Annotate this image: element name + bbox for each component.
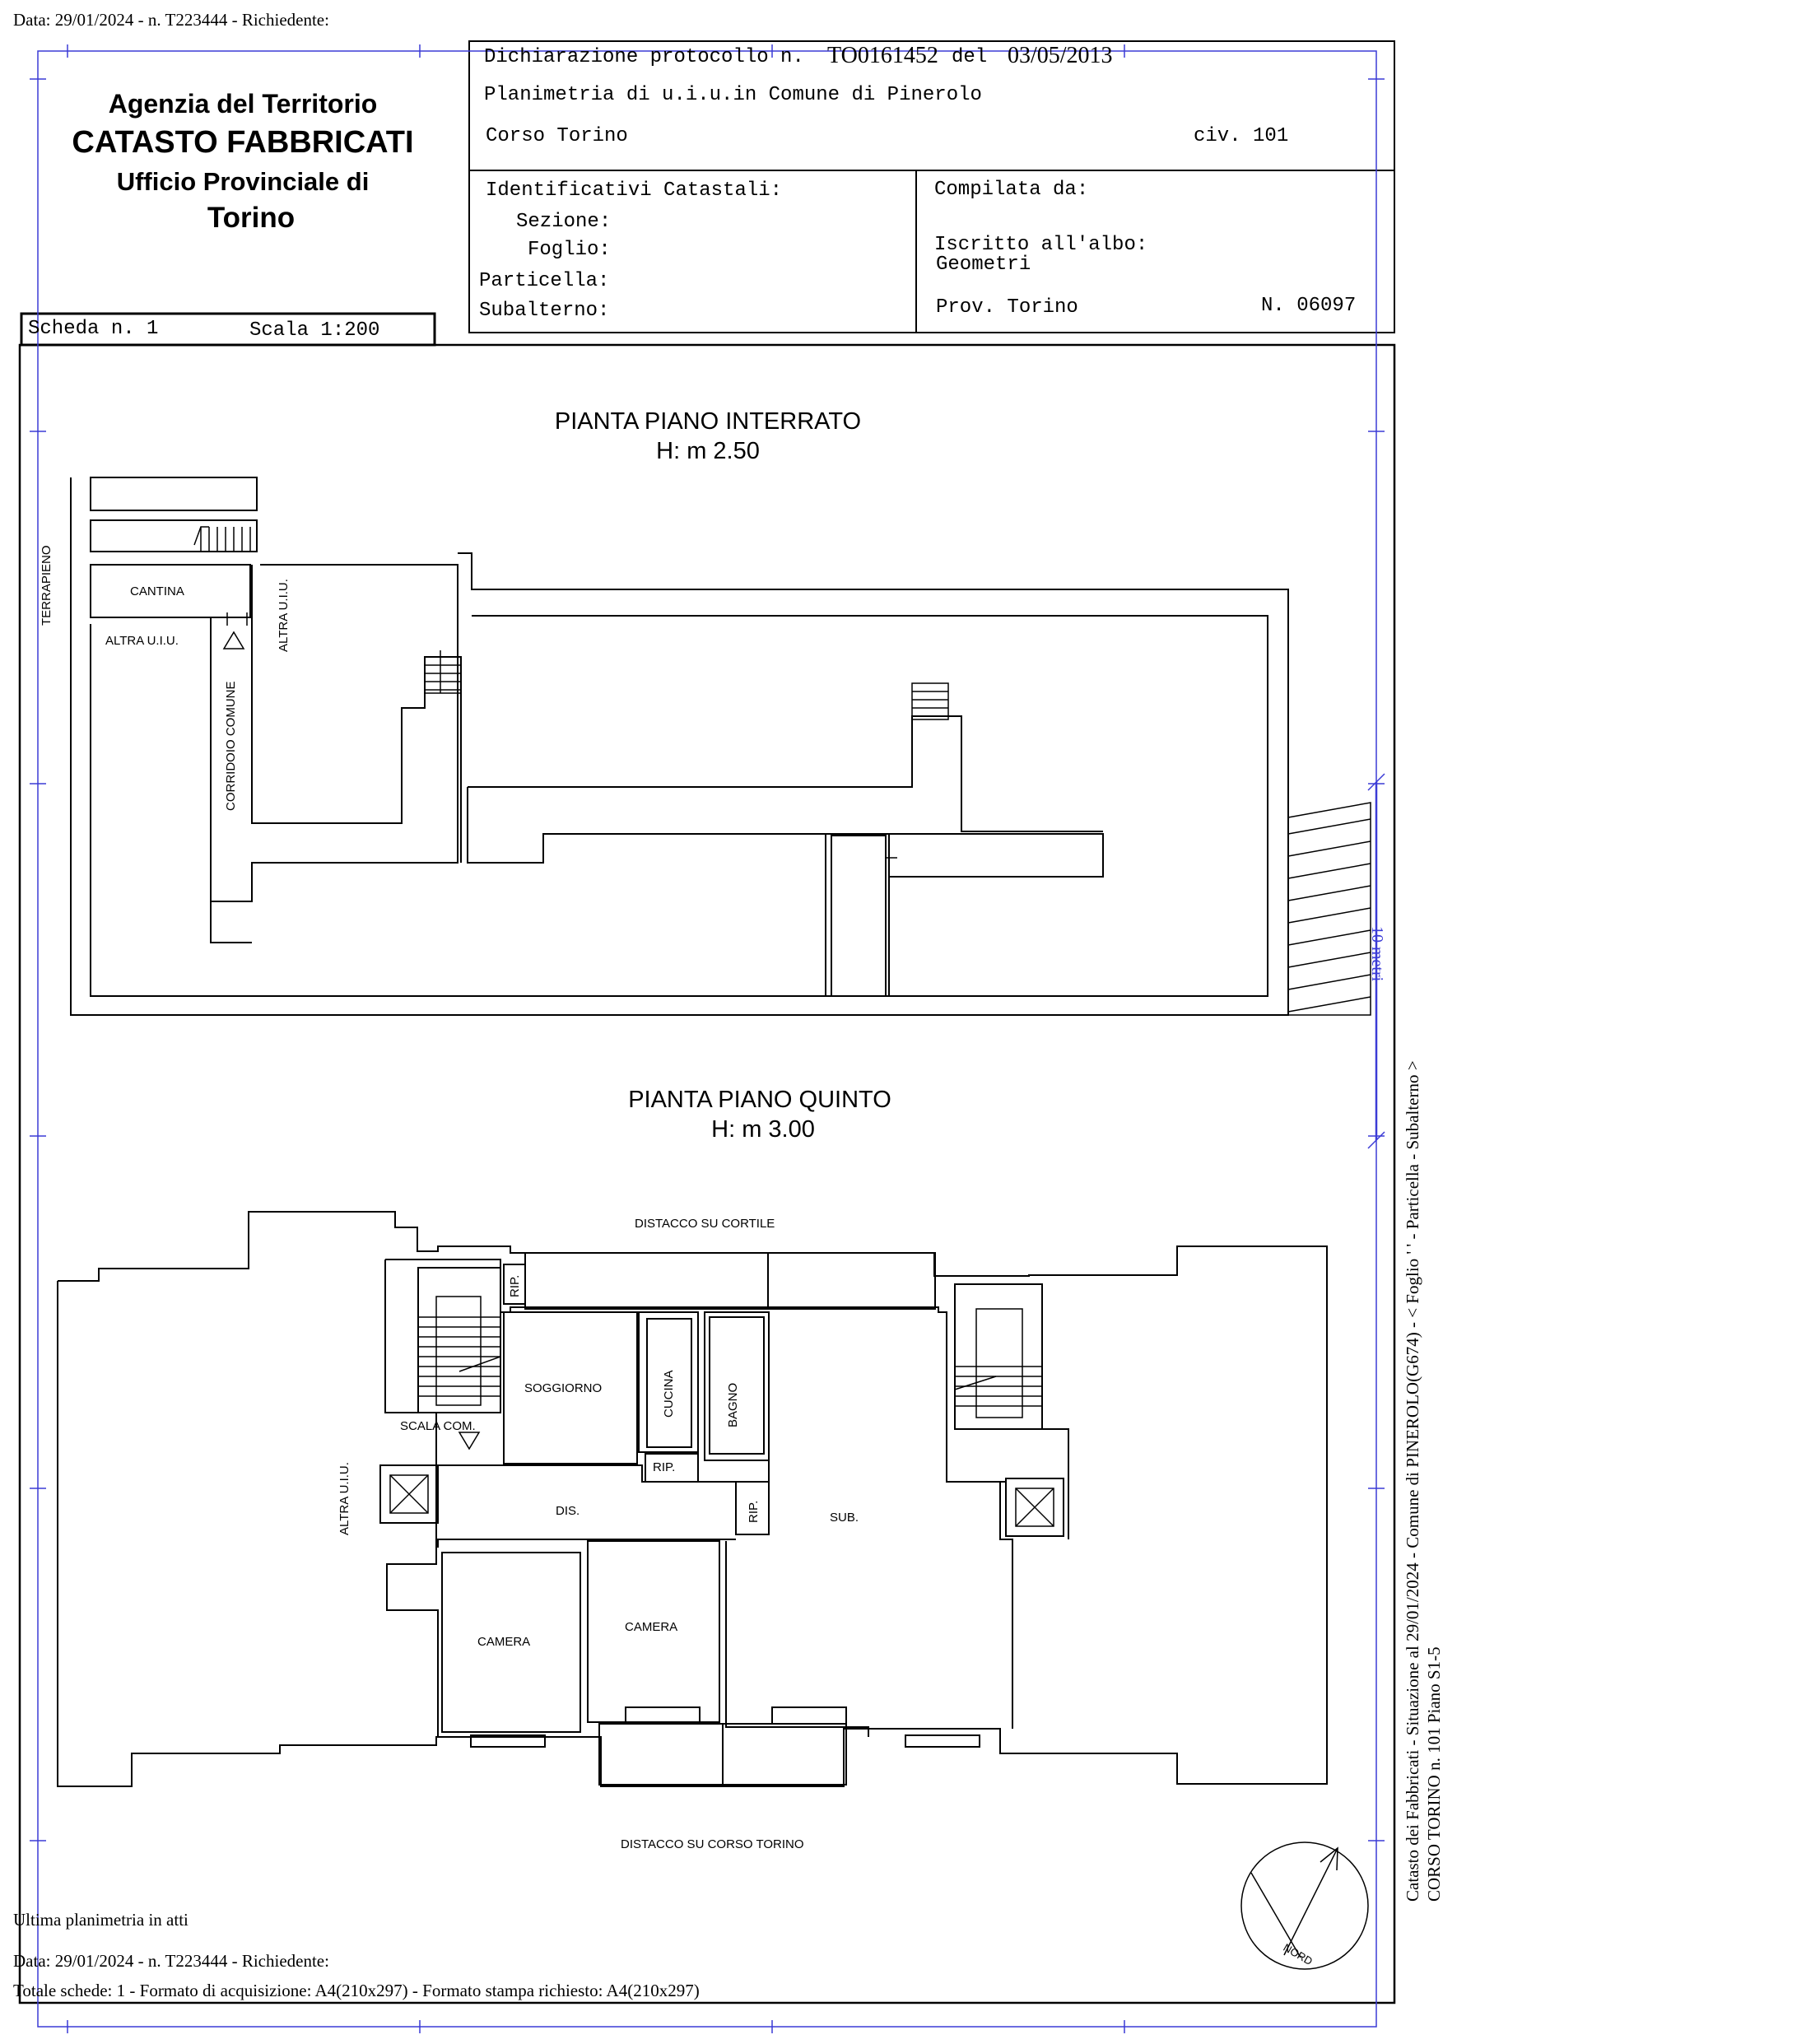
- side-address-line: CORSO TORINO n. 101 Piano S1-5: [1424, 1646, 1444, 1902]
- altra-uiu-label-3: ALTRA U.I.U.: [337, 1462, 351, 1535]
- corridoio-label: CORRIDOIO COMUNE: [224, 681, 238, 811]
- registration-frame: [30, 44, 1385, 2033]
- scale-bar-label: 10 metri: [1368, 926, 1386, 982]
- iscritto-label: Iscritto all'albo:: [934, 234, 1148, 256]
- particella-label: Particella:: [479, 270, 610, 292]
- corso-label: DISTACCO SU CORSO TORINO: [621, 1837, 804, 1851]
- footer-request-line: Data: 29/01/2024 - n. T223444 - Richiedente:: [13, 1951, 329, 1971]
- sub-label: SUB.: [830, 1511, 859, 1525]
- rip-label-2: RIP.: [653, 1460, 676, 1474]
- dichiarazione-label: Dichiarazione protocollo n.: [484, 46, 804, 68]
- protocollo-number: TO0161452: [827, 43, 938, 68]
- albo-number: N. 06097: [1261, 295, 1357, 317]
- cucina-label: CUCINA: [662, 1370, 676, 1418]
- compilata-label: Compilata da:: [934, 179, 1089, 201]
- civic-number: civ. 101: [1194, 125, 1289, 147]
- footer-totale-line: Totale schede: 1 - Formato di acquisizione: A4(210x297) - Formato stampa richiesto: A4(210x297): [13, 1981, 700, 2000]
- scala-com-label: SCALA COM.: [400, 1419, 476, 1433]
- ident-title: Identificativi Catastali:: [486, 179, 783, 202]
- fifth-title: PIANTA PIANO QUINTO: [628, 1087, 891, 1113]
- camera-label-1: CAMERA: [477, 1635, 531, 1649]
- soggiorno-label: SOGGIORNO: [524, 1381, 603, 1395]
- protocollo-date: 03/05/2013: [1008, 43, 1113, 68]
- fifth-floor-plan: [58, 1212, 1327, 1786]
- terrapieno-label: TERRAPIENO: [40, 545, 54, 626]
- basement-plan: [71, 477, 1371, 1015]
- bagno-label: BAGNO: [726, 1382, 740, 1427]
- ultima-planimetria: Ultima planimetria in atti: [13, 1910, 189, 1930]
- rip-label-3: RIP.: [747, 1500, 761, 1523]
- foglio-label: Foglio:: [528, 239, 611, 261]
- albo-value: Geometri: [936, 254, 1031, 276]
- catasto-title: CATASTO FABBRICATI: [72, 125, 414, 160]
- del-label: del: [952, 46, 988, 68]
- altra-uiu-label-2: ALTRA U.I.U.: [277, 579, 291, 652]
- north-arrow: [1241, 1842, 1368, 1969]
- side-status-line: Catasto dei Fabbricati - Situazione al 29/01/2024 - Comune di PINEROLO(G674) - < Foglio ' ' - Particella - Subalterno >: [1403, 1060, 1422, 1902]
- prov-value: Prov. Torino: [936, 296, 1078, 319]
- top-request-line: Data: 29/01/2024 - n. T223444 - Richiedente:: [13, 10, 329, 30]
- province-title: Torino: [207, 202, 296, 234]
- scheda-label: Scheda n. 1: [28, 318, 159, 340]
- cantina-label: CANTINA: [130, 584, 184, 598]
- rip-label-1: RIP.: [508, 1274, 522, 1297]
- scala-label: Scala 1:200: [249, 319, 380, 342]
- cortile-label: DISTACCO SU CORTILE: [635, 1217, 775, 1231]
- north-label: NORD: [1281, 1941, 1315, 1968]
- altra-uiu-label-1: ALTRA U.I.U.: [105, 634, 179, 648]
- address: Corso Torino: [486, 125, 628, 147]
- dis-label: DIS.: [556, 1504, 580, 1518]
- fifth-height: H: m 3.00: [711, 1116, 815, 1143]
- office-title: Ufficio Provinciale di: [116, 167, 370, 196]
- planimetria-line: Planimetria di u.i.u.in Comune di Pinerolo: [484, 84, 982, 106]
- sezione-label: Sezione:: [516, 211, 612, 233]
- basement-title: PIANTA PIANO INTERRATO: [554, 408, 862, 435]
- basement-height: H: m 2.50: [656, 438, 760, 464]
- agency-title: Agenzia del Territorio: [108, 89, 378, 119]
- camera-label-2: CAMERA: [625, 1620, 678, 1634]
- subalterno-label: Subalterno:: [479, 300, 610, 322]
